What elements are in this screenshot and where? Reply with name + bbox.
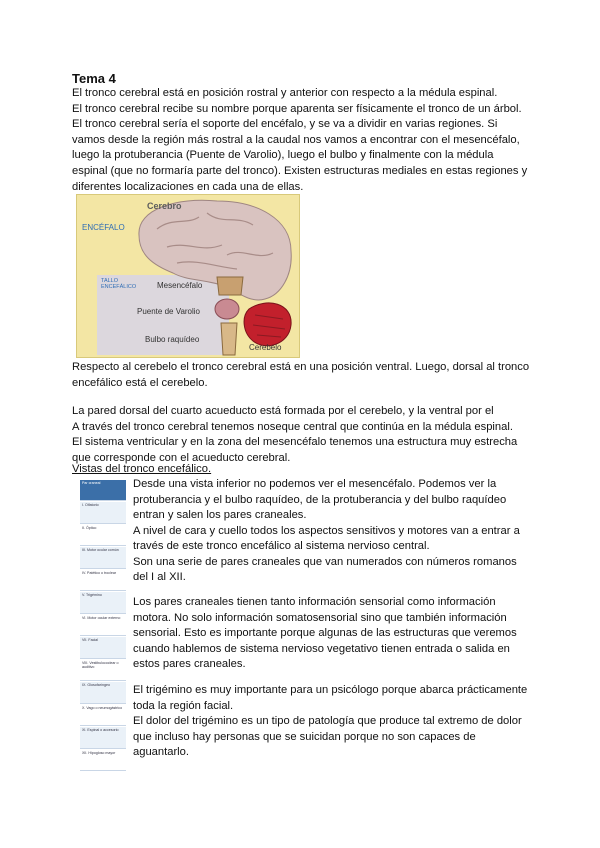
table-row: VI. Motor ocular externo (80, 615, 126, 636)
text-line: Desde una vista inferior no podemos ver el mesencéfalo. Podemos ver la (133, 478, 497, 490)
text-line: El tronco cerebral está en posición rostral y anterior con respecto a la médula espinal. (72, 87, 498, 99)
mesencefalo-shape (217, 277, 243, 295)
text-line: A través del tronco cerebral tenemos noseque central que continúa en la médula espinal. (72, 420, 513, 433)
ventricle-paragraph (72, 404, 532, 466)
text-line: entran y salen los pares craneales. (133, 509, 307, 521)
text-line: vamos desde la región más rostral a la caudal nos vamos a encontrar con el mesencéfalo, (72, 133, 520, 146)
text-line: El tronco cerebral sería el soporte del encéfalo, y se va a dividir en varias regiones. Si (72, 118, 498, 131)
text-line: Los pares craneales tienen tanto información sensorial como información (133, 596, 496, 608)
text-line: través de este tronco encefálico al sistema nervioso central. (133, 540, 430, 552)
text-line: cuando hablemos de sistema nervioso vegetativo tienen entrada o salida en (133, 642, 510, 655)
text-line: sensorial. Esto es importante porque algunas de las estructuras que veremos (133, 627, 517, 639)
cerebelo-shape (244, 303, 291, 346)
page-title: Tema 4 (72, 71, 116, 86)
text-line: Son una serie de pares craneales que van numerados con números romanos (133, 555, 517, 568)
text-line: luego la protuberancia (Puente de Varolio), luego el bulbo y finalmente con la médula (72, 149, 494, 162)
table-row: IX. Glosofaríngeo (80, 682, 126, 703)
table-row: I. Olfatorio (80, 502, 126, 523)
text-line: El tronco cerebral recibe su nombre porque aparenta ser físicamente el tronco de un árbol. (72, 102, 522, 115)
label-cerebelo: Cerebelo (249, 343, 282, 352)
label-tallo: TALLO ENCEFÁLICO (101, 278, 137, 290)
text-line: que corresponde con el acueducto cerebral. (72, 451, 291, 464)
text-line: La pared dorsal del cuarto acueducto está formada por el cerebelo, y la ventral por el (72, 405, 494, 417)
brain-illustration (77, 195, 299, 357)
table-row: VII. Facial (80, 637, 126, 658)
label-bulbo: Bulbo raquídeo (145, 335, 200, 344)
table-row: III. Motor ocular común (80, 547, 126, 568)
text-line: Respecto al cerebelo el tronco cerebral está en una posición ventral. Luego, dorsal al tronco (72, 361, 530, 373)
section-subheading: Vistas del tronco encefálico. (72, 463, 212, 475)
puente-shape (215, 299, 239, 319)
text-line: espinal (que no formaría parte del tronco). Existen estructuras mediales en estas regiones y (72, 164, 528, 177)
table-row: XI. Espinal o accesorio (80, 727, 126, 748)
label-encefalo: ENCÉFALO (82, 223, 125, 232)
label-cerebro: Cerebro (147, 201, 182, 211)
text-line: El trigémino es muy importante para un psicólogo porque abarca prácticamente (133, 684, 528, 696)
text-line: toda la región facial. (133, 699, 234, 712)
text-line: encefálico está el cerebelo. (72, 376, 208, 389)
text-line: del I al XII. (133, 571, 186, 583)
text-line: A nivel de cara y cuello todos los aspectos sensitivos y motores van a entrar a (133, 524, 520, 537)
text-line: protuberancia y el bulbo raquídeo, de la protuberancia y del bulbo raquídeo (133, 493, 507, 506)
table-row: II. Óptico (80, 525, 126, 546)
text-line: estos pares craneales. (133, 658, 246, 670)
table-row: V. Trigémino (80, 592, 126, 613)
table-row: XII. Hipogloso mayor (80, 750, 126, 771)
cranial-nerves-table (80, 480, 126, 772)
table-row: VIII. Vestibulococlear o auditivo (80, 660, 126, 681)
text-line: que incluso hay personas que se suicidan porque no son capaces de (133, 730, 476, 743)
table-row: X. Vago o neumogástrico (80, 705, 126, 726)
intro-paragraph (72, 86, 532, 195)
label-puente: Puente de Varolio (137, 307, 201, 316)
text-line: motora. No solo información somatosensorial sino que también información (133, 611, 507, 624)
table-header: Par craneal (80, 480, 126, 501)
brain-figure (76, 194, 300, 358)
text-line: aguantarlo. (133, 746, 189, 758)
vista-paragraph (133, 477, 533, 586)
text-line: El sistema ventricular y en la zona del mesencéfalo tenemos una estructura muy estrecha (72, 436, 518, 449)
table-row: IV. Patético o troclear (80, 570, 126, 591)
label-mesencefalo: Mesencéfalo (157, 281, 203, 290)
trigemino-paragraph (133, 683, 533, 761)
cerebelo-paragraph (72, 360, 532, 391)
text-line: El dolor del trigémino es un tipo de patología que produce tal extremo de dolor (133, 715, 522, 727)
text-line: diferentes localizaciones en cada una de ellas. (72, 180, 304, 193)
bulbo-shape (221, 323, 237, 355)
pares-paragraph (133, 595, 533, 673)
